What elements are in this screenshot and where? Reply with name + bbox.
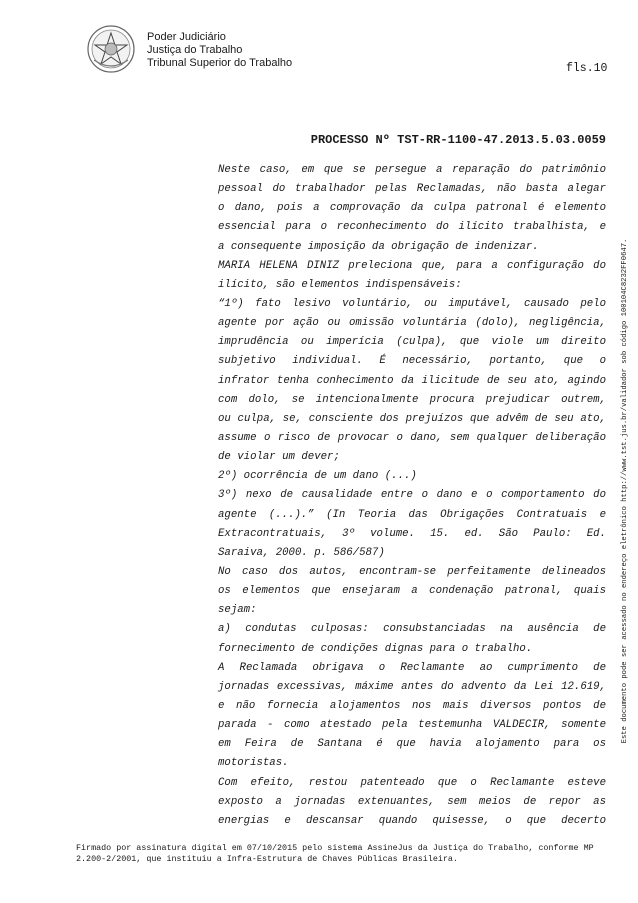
body-line: de violar um dever;: [218, 451, 340, 464]
header-line-labor-justice: Justiça do Trabalho: [147, 44, 243, 56]
body-line: MARIA HELENA DINIZ preleciona que, para a configuração do: [218, 259, 606, 272]
page-marker: fls.10: [566, 62, 608, 75]
body-line: subjetivo individual. É necessário, portanto, que o: [218, 355, 606, 368]
body-line: com dolo, se intencionalmente procura prejudicar outrem,: [218, 393, 606, 406]
body-line: 2º) ocorrência de um dano (...): [218, 470, 417, 483]
body-line: assume o risco de provocar o dano, sem qualquer deliberação: [218, 431, 606, 444]
body-line: imprudência ou imperícia (culpa), que viole um direito: [218, 336, 606, 349]
body-line: a) condutas culposas: consubstanciadas na ausência de: [218, 623, 606, 636]
body-line: agente (...).” (In Teoria das Obrigações Contratuais e: [218, 508, 606, 521]
body-line: parada - como atestado pela testemunha VALDECIR, somente: [218, 719, 606, 732]
body-line: A Reclamada obrigava o Reclamante ao cumprimento de: [218, 661, 606, 674]
body-line: a consequente imposição da obrigação de indenizar.: [218, 240, 539, 253]
document-body: [218, 161, 606, 831]
body-line: sejam:: [218, 604, 257, 617]
body-line: ou culpa, se, consciente dos prejuízos que advêm de seu ato,: [218, 412, 606, 425]
body-line: exposto a jornadas extenuantes, sem meios de repor as: [218, 795, 606, 808]
body-line: ilícito, são elementos indispensáveis:: [218, 278, 462, 291]
body-line: Neste caso, em que se persegue a reparação do patrimônio: [218, 164, 606, 176]
footer-line-1: Firmado por assinatura digital em 07/10/2015 pelo sistema AssineJus da Justiça do Trabalho, conforme MP: [76, 843, 594, 853]
body-line: 3º) nexo de causalidade entre o dano e o comportamento do: [218, 489, 606, 502]
body-line: “1º) fato lesivo voluntário, ou imputável, causado pelo: [218, 297, 606, 310]
signature-footer: [76, 843, 616, 865]
body-line: No caso dos autos, encontram-se perfeitamente delineados: [218, 565, 606, 578]
body-line: pessoal do trabalhador pelas Reclamadas, não basta alegar: [218, 183, 606, 196]
body-line: infrator tenha conhecimento da ilicitude de seu ato, agindo: [218, 374, 606, 387]
body-line: Extracontratuais, 3º volume. 15. ed. São Paulo: Ed.: [218, 527, 606, 540]
institution-header: [147, 31, 292, 70]
body-line: o dano, pois a comprovação da culpa patronal é elemento: [218, 202, 606, 215]
body-line: Saraiva, 2000. p. 586/587): [218, 546, 385, 559]
process-number: PROCESSO Nº TST-RR-1100-47.2013.5.03.0059: [310, 133, 606, 147]
header-line-judiciary: Poder Judiciário: [147, 31, 226, 43]
validation-text: Este documento pode ser acessado no endereço eletrônico http://www.tst.jus.br/validador sob código 100104C8232FF0647.: [621, 238, 629, 744]
republic-seal-icon: [86, 24, 136, 74]
body-line: motoristas.: [218, 757, 289, 770]
body-line: energias e descansar quando quisesse, o que decerto: [218, 814, 606, 827]
header-line-tribunal: Tribunal Superior do Trabalho: [147, 57, 293, 69]
body-line: e não fornecia alojamentos nos mais diversos pontos de: [218, 699, 606, 712]
body-line: em Feira de Santana é que havia alojamento para os: [218, 738, 606, 751]
body-line: Com efeito, restou patenteado que o Reclamante esteve: [218, 776, 606, 789]
body-line: essencial para o reconhecimento do ilícito trabalhista, e: [218, 221, 606, 234]
validation-sidebar: [617, 120, 633, 862]
footer-line-2: 2.200-2/2001, que instituiu a Infra-Estrutura de Chaves Públicas Brasileira.: [76, 854, 458, 864]
body-line: jornadas excessivas, máxime antes do advento da Lei 12.619,: [218, 680, 606, 693]
body-line: os elementos que ensejaram a condenação patronal, quais: [218, 585, 606, 598]
body-line: fornecimento de condições dignas para o trabalho.: [218, 642, 533, 655]
body-line: agente por ação ou omissão voluntária (dolo), negligência,: [218, 317, 606, 330]
